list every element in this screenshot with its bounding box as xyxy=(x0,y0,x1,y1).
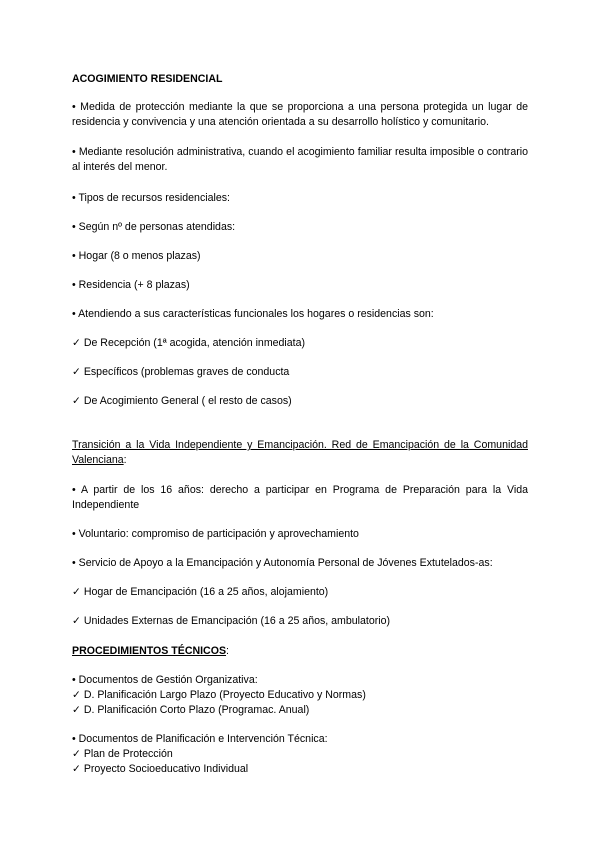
paragraph-voluntario: • Voluntario: compromiso de participación y aprovechamiento xyxy=(72,528,359,540)
check-item-corto-plazo: ✓ D. Planificación Corto Plazo (Programac. Anual) xyxy=(72,704,310,716)
check-item-largo-plazo: ✓ D. Planificación Largo Plazo (Proyecto Educativo y Normas) xyxy=(72,689,366,701)
section-heading-procedimientos-colon: : xyxy=(226,645,229,657)
section-heading-procedimientos-text: PROCEDIMIENTOS TÉCNICOS xyxy=(72,645,227,657)
check-item-recepcion: ✓ De Recepción (1ª acogida, atención inmediata) xyxy=(72,337,306,349)
paragraph-age-16: • A partir de los 16 años: derecho a participar en Programa de Preparación para la Vida Independiente xyxy=(72,484,528,511)
paragraph-servicio-apoyo: • Servicio de Apoyo a la Emancipación y Autonomía Personal de Jóvenes Extutelados-as: xyxy=(72,557,493,569)
paragraph-by-people: • Según nº de personas atendidas: xyxy=(72,221,236,233)
section-heading-transition xyxy=(72,438,528,468)
section-heading-transition-text: Transición a la Vida Independiente y Emancipación. Red de Emancipación de la Comunidad Valenciana xyxy=(72,439,528,466)
list-item-planificacion-tecnica: • Documentos de Planificación e Intervención Técnica: xyxy=(72,733,328,745)
paragraph-resource-types: • Tipos de recursos residenciales: xyxy=(72,192,230,204)
check-item-unidades-externas: ✓ Unidades Externas de Emancipación (16 a 25 años, ambulatorio) xyxy=(72,615,391,627)
check-item-plan-proteccion: ✓ Plan de Protección xyxy=(72,748,173,760)
paragraph-resolution: • Mediante resolución administrativa, cuando el acogimiento familiar resulta imposible o contrario al interés del menor. xyxy=(72,146,528,173)
check-item-proyecto-socioeducativo: ✓ Proyecto Socioeducativo Individual xyxy=(72,763,249,775)
section-heading-procedimientos xyxy=(72,644,528,659)
check-item-especificos: ✓ Específicos (problemas graves de conducta xyxy=(72,366,290,378)
list-item-gestion-organizativa: • Documentos de Gestión Organizativa: xyxy=(72,674,258,686)
paragraph-functional: • Atendiendo a sus características funcionales los hogares o residencias son: xyxy=(72,308,434,320)
paragraph-hogar: • Hogar (8 o menos plazas) xyxy=(72,250,201,262)
paragraph-definition: • Medida de protección mediante la que se proporciona a una persona protegida un lugar de residencia y convivencia y una atención orientada a su desarrollo holístico y comunitario. xyxy=(72,101,528,128)
section-heading-transition-colon: : xyxy=(123,454,127,466)
check-item-acogimiento-general: ✓ De Acogimiento General ( el resto de casos) xyxy=(72,395,292,407)
paragraph-residencia: • Residencia (+ 8 plazas) xyxy=(72,279,190,291)
check-item-hogar-emancipacion: ✓ Hogar de Emancipación (16 a 25 años, alojamiento) xyxy=(72,586,329,598)
page-title: ACOGIMIENTO RESIDENCIAL xyxy=(72,73,223,85)
